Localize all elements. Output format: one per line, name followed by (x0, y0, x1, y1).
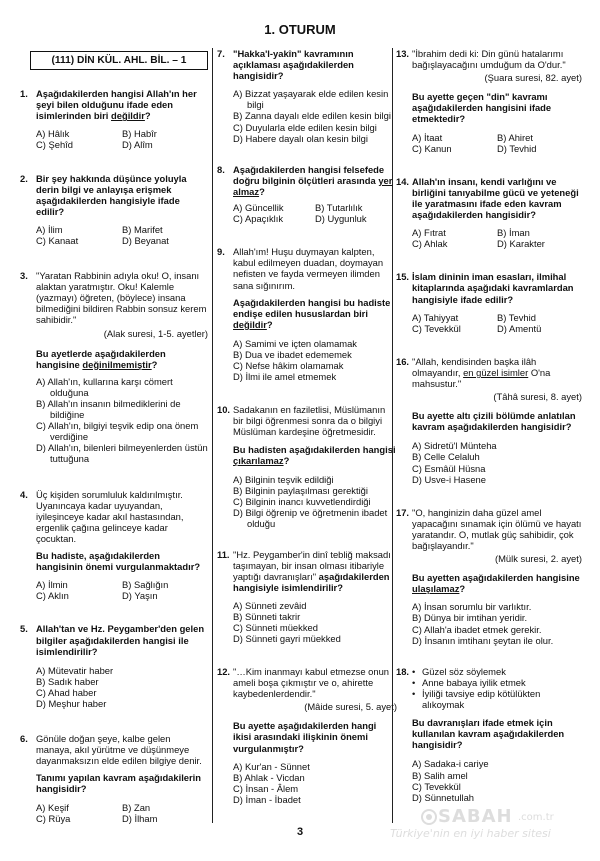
option-a: A) Samimi ve içten olamamak (233, 337, 357, 349)
option-c: C) Ahlak (412, 238, 448, 250)
option-a: A) Sadaka-i cariye (412, 758, 489, 770)
option-a: A) Tahiyyat (412, 311, 459, 323)
option-d: D) İlmi ile amel etmemek (233, 371, 337, 383)
option-c: C) Kanun (412, 142, 452, 154)
watermark-slogan: Türkiye'nin en iyi haber sitesi (390, 827, 551, 840)
option-c: C) Kanaat (36, 234, 79, 246)
option-b: B) Dünya bir imtihan yeridir. (412, 612, 528, 624)
section-header: (111) DİN KÜL. AHL. BİL. – 1 (30, 51, 208, 70)
question-1: 1. Aşağıdakilerden hangisi Allah'ın her şeyi bilen olduğunu ifade eden isimlerinden biri değildir? A) Hâlık B) Habîr C) Şehîd D) Alîm (20, 88, 208, 150)
option-b: B) Allah'ın insanın bilmediklerini de bildiğine (36, 398, 181, 421)
option-a: A) Mütevatir haber (36, 664, 114, 676)
option-b: B) Marifet (122, 223, 163, 235)
option-b: B) Ahlak - Vicdan (233, 771, 305, 783)
question-11: 11. "Hz. Peygamber'in dinî tebliğ maksadı taşımayan, bir insan olması itibariyle yaptığı davranışları" aşağıdakilerden hangisiyle isimlendirilir? A) Sünneti zevâid B) Sünneti takrir C) Sünneti müekked D) Sünneti gayri müekked (217, 549, 397, 644)
option-b: B) Tutarlılık (315, 202, 363, 214)
question-10: 10. Sadakanın en faziletlisi, Müslümanın bir bilgi öğrenmesi sonra da o bilgiyi Müslüman kardeşine öğretmesidir. Bu hadisten aşağıdakilerden hangisi çıkarılamaz? A) Bilginin teşvik edildiği B) Bilginin paylaşılması gerektiği C) Bilginin inancı kuvvetlendirdiği D) Bilgi öğrenip ve öğretmenin ibadet olduğu (217, 404, 396, 530)
option-b: B) Bilginin paylaşılması gerektiği (233, 484, 368, 496)
option-d: D) Sünnetullah (412, 791, 475, 803)
question-6: 6. Gönüle doğan şeye, kalbe gelen manaya, akıl yürütme ve düşünmeye dayanmaksızın elde edilen bilgiye denir. Tanımı yapılan kavram aşağıdakilerin hangisidir? A) Keşif B) Zan C) Rüya D) İlham (20, 733, 208, 824)
option-c: C) Bilginin inancı kuvvetlendirdiği (233, 495, 371, 507)
page-title: 1. OTURUM (264, 22, 336, 37)
option-c: C) Esmâül Hüsna (412, 462, 486, 474)
option-a: A) Kur'an - Sünnet (233, 760, 310, 772)
option-d: D) Sünneti gayri müekked (233, 632, 341, 644)
option-a: A) Sünneti zevâid (233, 599, 307, 611)
question-7: 7. "Hakka'l-yakîn" kavramının açıklaması aşağıdakilerden hangisidir? A) Bizzat yaşayarak elde edilen kesin bilgi B) Zanna dayalı elde edilen kesin bilgi C) Duyularla elde edilen kesin bilgi D) Habere dayalı olan kesin bilgi (217, 48, 397, 144)
option-a: A) Allah'ın, kullarına karşı cömert olduğuna (36, 375, 173, 398)
option-a: A) Sidretü'l Münteha (412, 440, 497, 452)
option-a: A) Keşif (36, 801, 69, 813)
bullet-item: • Anne babaya iyilik etmek (412, 677, 582, 688)
option-b: B) İman (497, 227, 530, 239)
question-12: 12. "…Kim inanmayı kabul etmezse onun ameli boşa çıkmıştır ve o, ahirette kaybedenlerdendir." (Mâide suresi, 5. ayet) Bu ayette aşağıdakilerden hangi ikisi arasındaki ilişkinin önemi vurgulanmıştır? A) Kur'an - Sünnet B) Ahlak - Vicdan C) İnsan - Âlem D) İman - İbadet (217, 665, 397, 805)
option-b: B) Zan (122, 801, 151, 813)
column-left (20, 48, 208, 824)
option-a: A) İnsan sorumlu bir varlıktır. (412, 601, 532, 613)
option-c: C) Aklın (36, 590, 69, 602)
option-c: C) İnsan - Âlem (233, 782, 299, 794)
option-d: D) Beyanat (122, 234, 169, 246)
option-d: D) Tevhid (497, 142, 537, 154)
question-4: 4. Üç kişiden sorumluluk kaldırılmıştır. Uyanıncaya kadar uyuyandan, iyileşinceye kadar akıl hastasından, ergenlik çağına gelinceye kadar çocuktan. Bu hadiste, aşağıdakilerden hangisinin önemi vurgulanmaktadır? A) İlmin B) Sağlığın C) Aklın D) Yaşın (20, 489, 208, 602)
option-c: C) Duyularla elde edilen kesin bilgi (233, 121, 377, 133)
question-9: 9. Allah'ım! Huşu duymayan kalpten, kabul edilmeyen duadan, doymayan nefisten ve fayda vermeyen ilimden sana sığınırım. Aşağıdakilerden hangisi bu hadiste endişe edilen hususlardan biri değildir? A) Samimi ve içten olamamak B) Dua ve ibadet edememek C) Nefse hâkim olamamak D) İlmi ile amel etmemek (217, 246, 397, 382)
page-number: 3 (296, 826, 304, 838)
option-a: A) İtaat (412, 131, 443, 143)
option-b: B) Sadık haber (36, 675, 99, 687)
option-d: D) Meşhur haber (36, 697, 107, 709)
option-d: D) Alîm (122, 139, 153, 151)
option-b: B) Dua ve ibadet edememek (233, 348, 352, 360)
option-d: D) Allah'ın, bilenleri bilmeyenlerden üstün tuttuğuna (36, 442, 208, 465)
option-d: D) Habere dayalı olan kesin bilgi (233, 132, 368, 144)
option-b: B) Ahiret (497, 131, 533, 143)
option-d: D) Karakter (497, 238, 545, 250)
question-14: 14. Allah'ın insanı, kendi varlığını ve birliğini tanıyabilme gücü ve yeteneği ile yaratmasını ifade eden kavram aşağıdakilerden hangisidir? A) Fıtrat B) İman C) Ahlak D) Karakter (396, 176, 582, 250)
option-a: A) Fıtrat (412, 227, 446, 239)
option-b: B) Zanna dayalı elde edilen kesin bilgi (233, 110, 391, 122)
option-a: A) Güncellik (233, 202, 284, 214)
option-a: A) İlim (36, 223, 63, 235)
option-c: C) Tevekkül (412, 780, 461, 792)
question-16: 16. "Allah, kendisinden başka ilâh olmayandır, en güzel isimler O'na mahsustur." (Tâhâ suresi, 8. ayet) Bu ayette altı çizili bölümde anlatılan kavram aşağıdakilerden hangisidir? A) Sidretü'l Münteha B) Celle Celaluh C) Esmâül Hüsna D) Usve-i Hasene (396, 355, 582, 485)
option-b: B) Sünneti takrir (233, 610, 301, 622)
question-17: 17. "O, hanginizin daha güzel amel yapacağını sınamak için ölümü ve hayatı yaratandır. O, mutlak güç sahibidir, çok bağışlayandır." (Mülk suresi, 2. ayet) Bu ayetten aşağıdakilerden hangisine ulaşılamaz? A) İnsan sorumlu bir varlıktır. B) Dünya bir imtihan yeridir. C) Allah'a ibadet etmek gerekir. D) İnsanın imtihanı şeytan ile olur. (396, 506, 582, 646)
watermark-domain: .com.tr (518, 812, 554, 823)
question-18: 18. • Güzel söz söylemek • Anne babaya iyilik etmek • İyiliği tavsiye edip kötülükten alıkoymak Bu davranışları ifade etmek için kullanılan kavram aşağıdakilerden hangisidir? A) Sadaka-i cariye B) Salih amel C) Tevekkül D) Sünnetullah (396, 666, 582, 803)
option-c: C) Apaçıklık (233, 213, 284, 225)
option-d: D) İman - İbadet (233, 793, 301, 805)
option-c: C) Tevekkül (412, 322, 461, 334)
option-c: C) Nefse hâkim olamamak (233, 360, 344, 372)
option-d: D) Yaşın (122, 590, 158, 602)
option-b: B) Habîr (122, 128, 157, 140)
option-b: B) Celle Celaluh (412, 451, 480, 463)
watermark-brand: SABAH (438, 806, 513, 827)
option-d: D) İlham (122, 812, 158, 824)
option-d: D) Amentü (497, 322, 542, 334)
option-b: B) Salih amel (412, 769, 468, 781)
option-c: C) Şehîd (36, 139, 73, 151)
option-c: C) Rüya (36, 812, 71, 824)
column-right (396, 48, 582, 803)
question-13: 13. "İbrahim dedi ki: Din günü hatalarımı bağışlayacağını umduğum da O'dur." (Şuara suresi, 82. ayet) Bu ayette geçen "din" kavramı aşağıdakilerden hangisini ifade etmektedir? A) İtaat B) Ahiret C) Kanun D) Tevhid (396, 48, 582, 154)
option-a: A) Hâlık (36, 128, 70, 140)
option-b: B) Sağlığın (122, 579, 169, 591)
option-c: C) Allah'a ibadet etmek gerekir. (412, 623, 542, 635)
column-middle (217, 48, 397, 805)
question-3: 3. "Yaratan Rabbinin adıyla oku! O, insanı alaktan yaratmıştır. Oku! Kalemle (yazmayı) öğreten, (böylece) insana bilmediğini bildiren Rabbin sonsuz kerem sahibidir." (Alak suresi, 1-5. ayetler) Bu ayetlerde aşağıdakilerden hangisine değinilmemiştir? A) Allah'ın, kullarına karşı cömert olduğuna B) Allah'ın insanın bilmediklerini de bildiğine C) Allah'ın, bilgiyi teşvik edip ona önem verdiğine D) Allah'ın, bilenleri bilmeyenlerden üstün tuttuğuna (20, 270, 208, 465)
column-divider (212, 48, 213, 823)
bullet-item: • İyiliği tavsiye edip kötülükten alıkoymak (412, 688, 582, 710)
question-8: 8. Aşağıdakilerden hangisi felsefede doğru bilginin ölçütleri arasında yer almaz? A) Güncellik B) Tutarlılık C) Apaçıklık D) Uygunluk (217, 164, 397, 224)
watermark-logo-icon (420, 808, 438, 826)
option-c: C) Sünneti müekked (233, 621, 318, 633)
option-d: D) Uygunluk (315, 213, 367, 225)
option-d: D) Bilgi öğrenip ve öğretmenin ibadet olduğu (233, 507, 388, 530)
option-a: A) Bizzat yaşayarak elde edilen kesin bilgi (233, 88, 389, 111)
question-15: 15. İslam dininin iman esasları, ilmihal kitaplarında aşağıdaki kavramlardan hangisiyle ifade edilir? A) Tahiyyat B) Tevhid C) Tevekkül D) Amentü (396, 271, 582, 333)
question-5: 5. Allah'tan ve Hz. Peygamber'den gelen bilgiler aşağıdakilerden hangisi ile isimlendirilir? A) Mütevatir haber B) Sadık haber C) Ahad haber D) Meşhur haber (20, 623, 208, 709)
option-c: C) Allah'ın, bilgiyi teşvik edip ona önem verdiğine (36, 420, 199, 443)
option-b: B) Tevhid (497, 311, 536, 323)
question-2: 2. Bir şey hakkında düşünce yoluyla derin bilgi ve anlayışa erişmek aşağıdakilerden hangisiyle ifade edilir? A) İlim B) Marifet C) Kanaat D) Beyanat (20, 173, 208, 247)
bullet-item: • Güzel söz söylemek (412, 666, 582, 677)
option-d: D) İnsanın imtihanı şeytan ile olur. (412, 634, 554, 646)
option-a: A) Bilginin teşvik edildiği (233, 473, 334, 485)
option-d: D) Usve-i Hasene (412, 473, 486, 485)
option-c: C) Ahad haber (36, 686, 97, 698)
option-a: A) İlmin (36, 579, 68, 591)
